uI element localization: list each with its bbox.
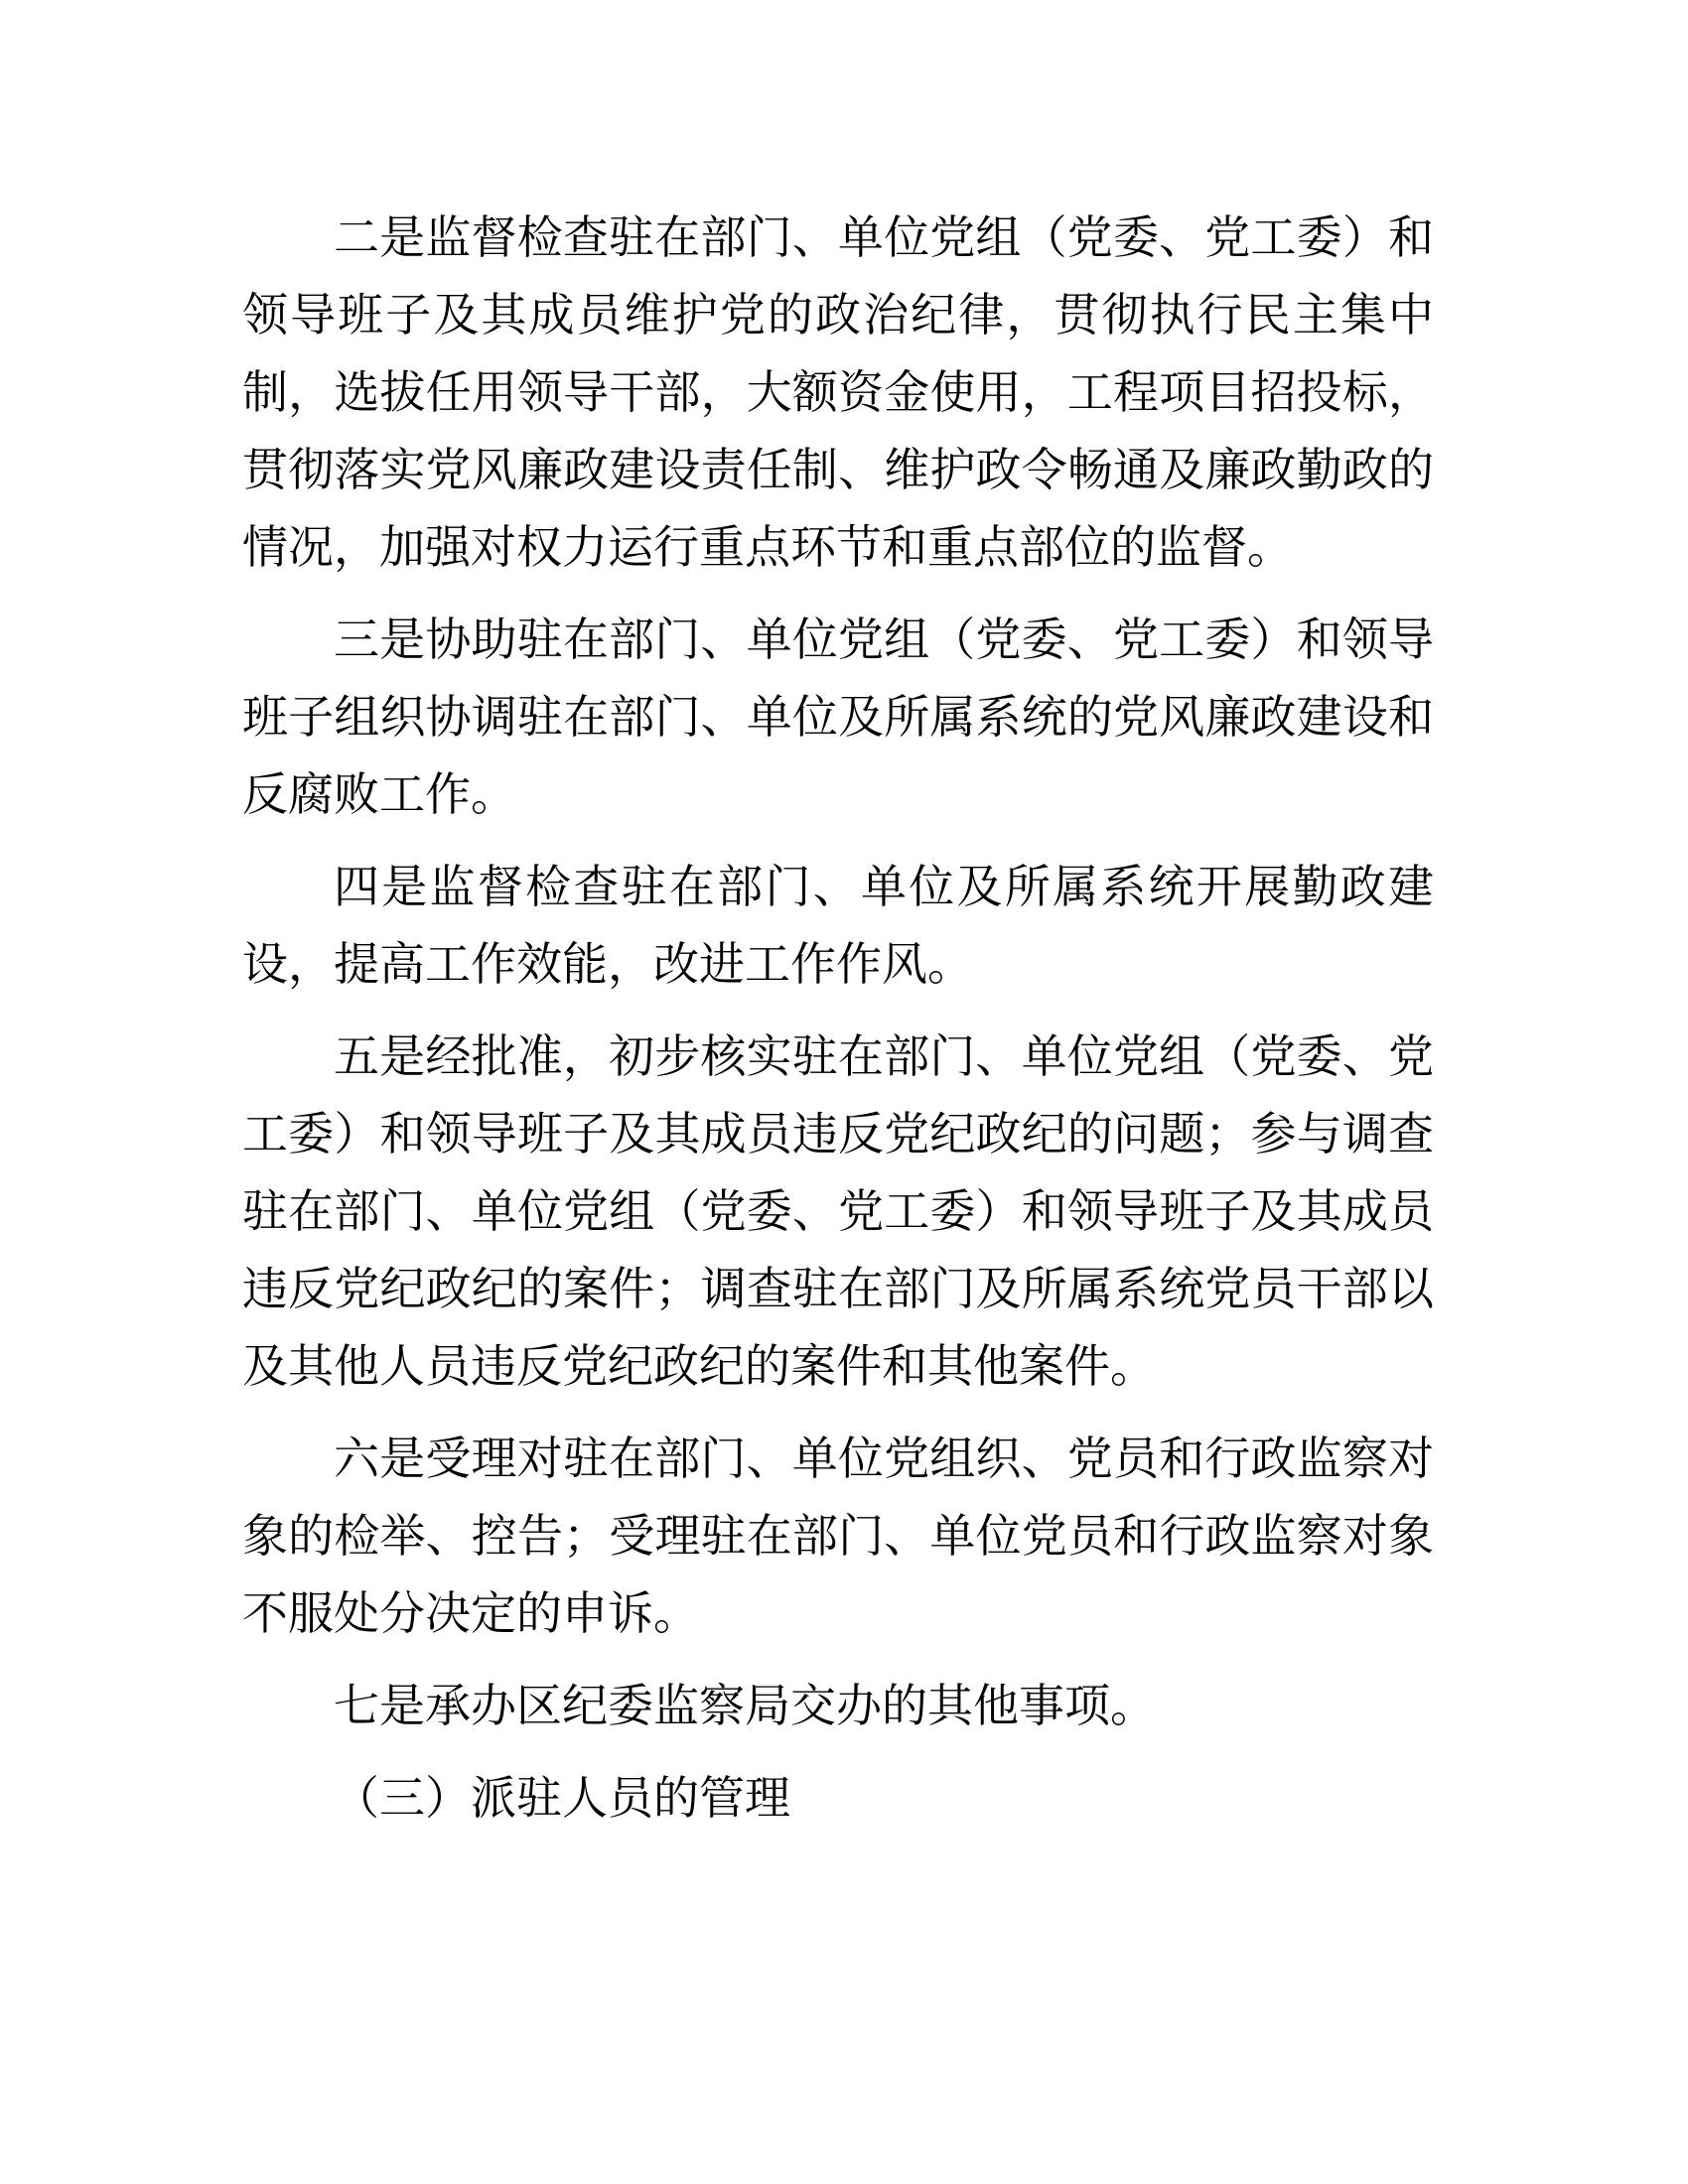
paragraph-item-4: 四是监督检查驻在部门、单位及所属系统开展勤政建设，提高工作效能，改进工作作风。 <box>242 860 1434 991</box>
paragraph-item-7: 七是承办区纪委监察局交办的其他事项。 <box>334 1679 1156 1732</box>
document-body <box>242 199 1434 1851</box>
paragraph-item-3: 三是协助驻在部门、单位党组（党委、党工委）和领导班子组织协调驻在部门、单位及所属系统的党风廉政建设和反腐败工作。 <box>242 613 1434 821</box>
paragraph-item-5: 五是经批准，初步核实驻在部门、单位党组（党委、党工委）和领导班子及其成员违反党纪政纪的问题；参与调查驻在部门、单位党组（党委、党工委）和领导班子及其成员违反党纪政纪的案件；调查驻在部门及所属系统党员干部以及其他人员违反党纪政纪的案件和其他案件。 <box>242 1029 1434 1393</box>
section-heading: （三）派驻人员的管理 <box>334 1771 790 1825</box>
paragraph-item-2: 二是监督检查驻在部门、单位党组（党委、党工委）和领导班子及其成员维护党的政治纪律，贯彻执行民主集中制，选拔任用领导干部，大额资金使用，工程项目招投标，贯彻落实党风廉政建设责任制、维护政令畅通及廉政勤政的情况，加强对权力运行重点环节和重点部位的监督。 <box>242 210 1434 574</box>
paragraph-item-6: 六是受理对驻在部门、单位党组织、党员和行政监察对象的检举、控告；受理驻在部门、单位党员和行政监察对象不服处分决定的申诉。 <box>242 1432 1434 1640</box>
